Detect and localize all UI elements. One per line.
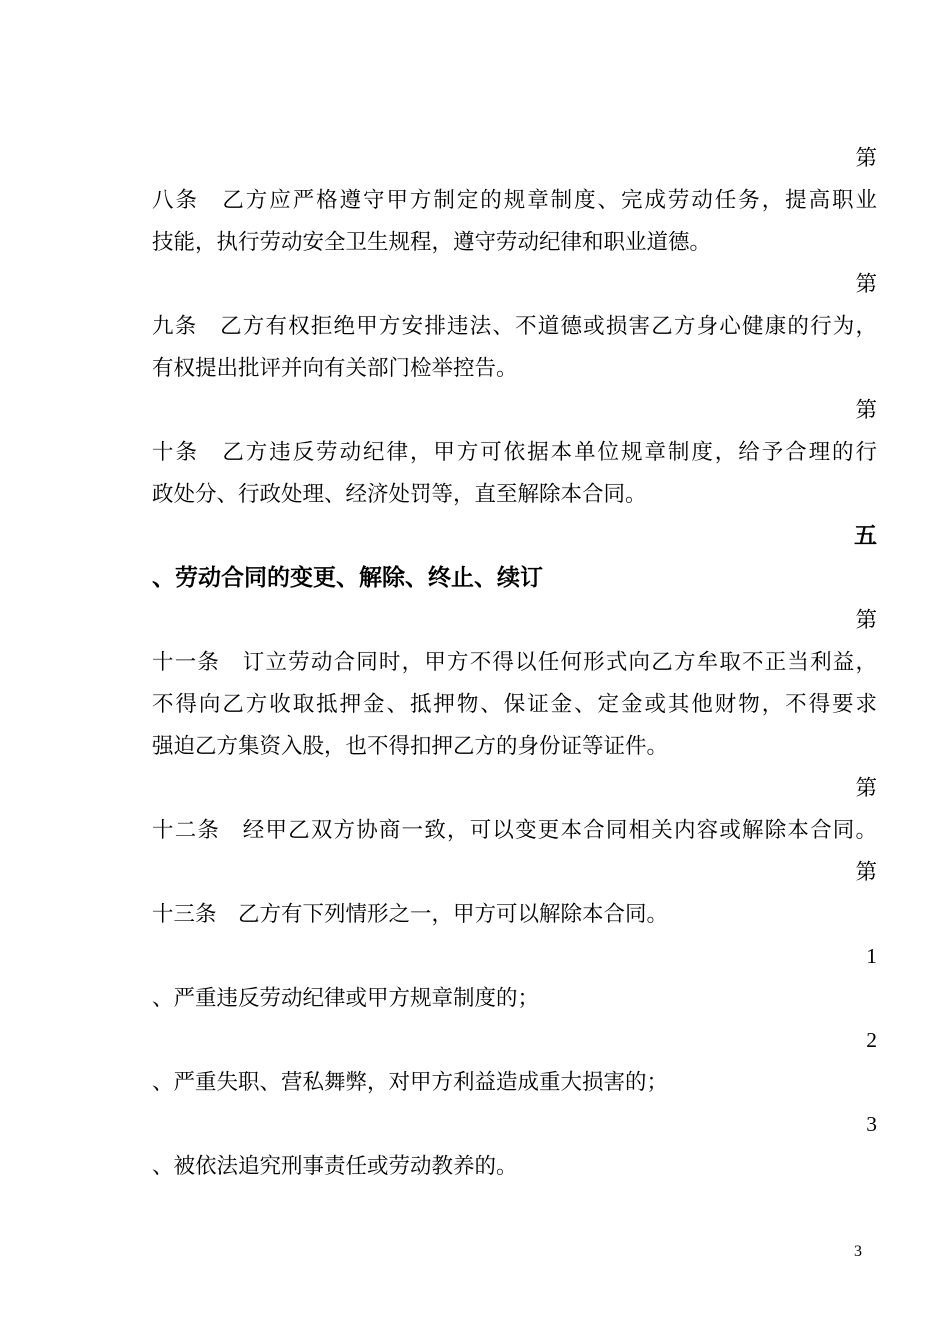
- text-line: 第: [855, 860, 877, 884]
- text-line: 十条 乙方违反劳动纪律，甲方可依据本单位规章制度，给予合理的行: [152, 440, 877, 464]
- document-body: [152, 137, 877, 1187]
- text-line: 十一条 订立劳动合同时，甲方不得以任何形式向乙方牟取不正当利益，: [152, 650, 877, 674]
- text-line: 不得向乙方收取抵押金、抵押物、保证金、定金或其他财物，不得要求: [152, 692, 877, 716]
- text-line: 第: [855, 272, 877, 296]
- text-line: 、严重违反劳动纪律或甲方规章制度的；: [152, 986, 540, 1010]
- text-line: 、被依法追究刑事责任或劳动教养的。: [152, 1154, 518, 1178]
- text-line: 第: [855, 776, 877, 800]
- text-line: 、劳动合同的变更、解除、终止、续订: [152, 565, 543, 591]
- page-number: 3: [854, 1243, 862, 1260]
- text-line: 十三条 乙方有下列情形之一，甲方可以解除本合同。: [152, 902, 669, 926]
- text-line: 八条 乙方应严格遵守甲方制定的规章制度、完成劳动任务，提高职业: [152, 188, 877, 212]
- text-line: 政处分、行政处理、经济处罚等，直至解除本合同。: [152, 482, 647, 506]
- text-line: 强迫乙方集资入股，也不得扣押乙方的身份证等证件。: [152, 734, 669, 758]
- text-line: 五: [854, 523, 877, 549]
- text-line: 3: [866, 1112, 877, 1136]
- text-line: 、严重失职、营私舞弊，对甲方利益造成重大损害的；: [152, 1070, 669, 1094]
- text-line: 2: [866, 1028, 877, 1052]
- text-line: 第: [855, 608, 877, 632]
- text-line: 有权提出批评并向有关部门检举控告。: [152, 356, 518, 380]
- text-line: 第: [855, 146, 877, 170]
- text-line: 1: [866, 944, 877, 968]
- text-line: 十二条 经甲乙双方协商一致，可以变更本合同相关内容或解除本合同。: [152, 818, 877, 842]
- text-line: 第: [855, 398, 877, 422]
- text-line: 九条 乙方有权拒绝甲方安排违法、不道德或损害乙方身心健康的行为，: [152, 314, 877, 338]
- text-line: 技能，执行劳动安全卫生规程，遵守劳动纪律和职业道德。: [152, 230, 712, 254]
